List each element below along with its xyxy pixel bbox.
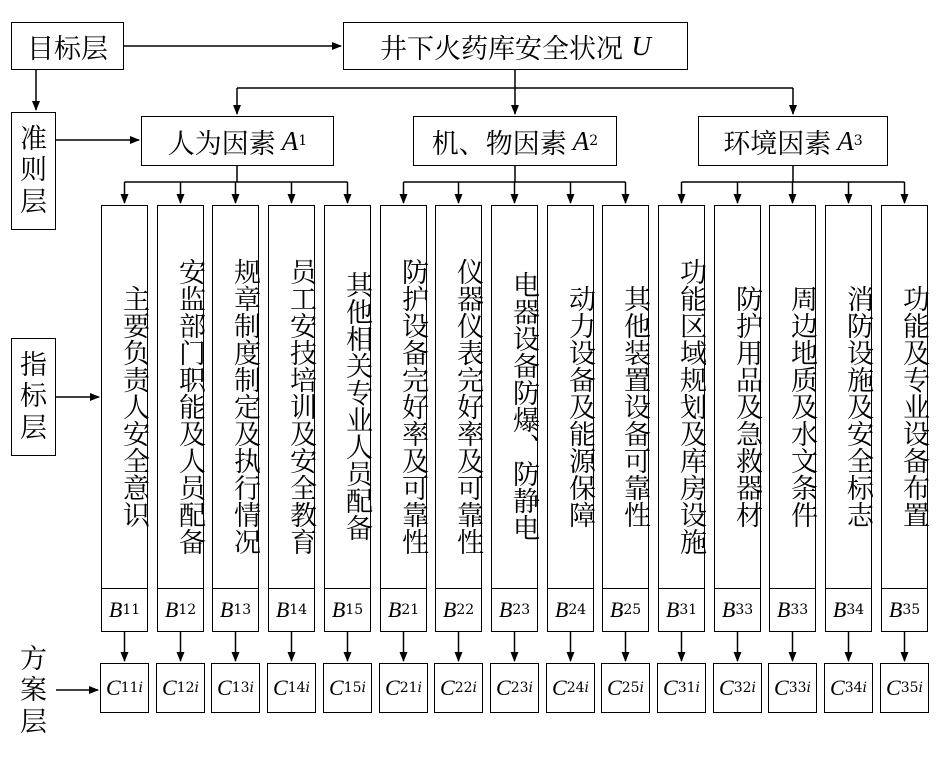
- indicator-code-letter: B: [164, 597, 179, 622]
- indicator-code-34: [825, 588, 872, 632]
- indicator-box-15: [324, 205, 371, 588]
- indicator-code-subscript: 22: [456, 602, 475, 618]
- indicator-code-letter: B: [554, 597, 569, 622]
- scheme-code-subscript: 22i: [454, 680, 477, 696]
- indicator-level-char-1: 指: [20, 350, 47, 382]
- indicator-code-letter: B: [888, 597, 903, 622]
- indicator-text: 功能及专业设备布置: [898, 284, 929, 528]
- scheme-level-label: [11, 632, 56, 750]
- scheme-box-13i: [211, 663, 260, 713]
- criterion-box-2: [413, 116, 617, 166]
- goal-level-label: [11, 22, 124, 70]
- indicator-code-letter: B: [387, 597, 402, 622]
- indicator-text: 主要负责人安全意识: [118, 284, 149, 528]
- indicator-code-subscript: 33: [735, 602, 754, 618]
- indicator-box-11: [101, 205, 148, 588]
- scheme-code-subscript: 33i: [788, 680, 811, 696]
- scheme-box-12i: [156, 663, 205, 713]
- goal-symbol: U: [631, 30, 652, 61]
- criterion-symbol: A: [837, 125, 854, 156]
- scheme-code-letter: C: [106, 675, 121, 700]
- scheme-code-subscript: 24i: [566, 680, 589, 696]
- indicator-box-21: [380, 205, 427, 588]
- indicator-code-letter: B: [832, 597, 847, 622]
- indicator-box-24: [547, 205, 594, 588]
- scheme-code-subscript: 11i: [120, 680, 143, 696]
- indicator-code-subscript: 23: [512, 602, 531, 618]
- criterion-text: 机、物因素: [431, 128, 567, 160]
- scheme-box-34i: [824, 663, 873, 713]
- criteria-level-char-2: 则: [20, 155, 47, 187]
- scheme-code-subscript: 15i: [343, 680, 366, 696]
- indicator-code-12: [157, 588, 204, 632]
- scheme-box-14i: [267, 663, 316, 713]
- indicator-code-23: [491, 588, 538, 632]
- criterion-subscript: 2: [589, 133, 599, 149]
- indicator-code-35: [881, 588, 928, 632]
- criterion-text: 环境因素: [723, 128, 832, 160]
- indicator-code-15: [324, 588, 371, 632]
- scheme-code-letter: C: [774, 675, 789, 700]
- indicator-box-25: [602, 205, 649, 588]
- criterion-box-3: [698, 116, 888, 166]
- indicator-code-13: [212, 588, 259, 632]
- scheme-code-subscript: 25i: [621, 680, 644, 696]
- indicator-text: 防护用品及急救器材: [731, 284, 762, 528]
- scheme-level-char-3: 层: [20, 706, 47, 738]
- scheme-box-31i: [657, 663, 706, 713]
- scheme-code-subscript: 23i: [510, 680, 533, 696]
- indicator-text: 电器设备防爆、防静电: [508, 271, 539, 541]
- indicator-code-11: [101, 588, 148, 632]
- criterion-subscript: 3: [853, 133, 863, 149]
- scheme-level-char-1: 方: [20, 644, 47, 676]
- scheme-code-letter: C: [162, 675, 177, 700]
- indicator-level-label: [11, 338, 56, 456]
- indicator-level-char-3: 层: [20, 412, 47, 444]
- indicator-code-letter: B: [776, 597, 791, 622]
- scheme-level-char-2: 案: [20, 675, 47, 707]
- goal-level-text: 目标层: [27, 33, 108, 65]
- scheme-code-letter: C: [663, 675, 678, 700]
- criterion-text: 人为因素: [167, 128, 276, 160]
- scheme-box-15i: [323, 663, 372, 713]
- indicator-code-33: [769, 588, 816, 632]
- indicator-code-letter: B: [721, 597, 736, 622]
- scheme-code-letter: C: [385, 675, 400, 700]
- indicator-text: 其他相关专业人员配备: [341, 271, 372, 541]
- scheme-code-letter: C: [329, 675, 344, 700]
- scheme-box-23i: [490, 663, 539, 713]
- criterion-symbol: A: [281, 125, 299, 156]
- scheme-code-letter: C: [719, 675, 734, 700]
- indicator-code-letter: B: [442, 597, 457, 622]
- indicator-text: 仪器仪表完好率及可靠性: [452, 257, 483, 555]
- scheme-box-32i: [713, 663, 762, 713]
- indicator-code-subscript: 15: [345, 602, 364, 618]
- indicator-text: 周边地质及水文条件: [786, 284, 817, 528]
- indicator-code-22: [435, 588, 482, 632]
- scheme-box-35i: [880, 663, 929, 713]
- scheme-box-24i: [546, 663, 595, 713]
- scheme-code-letter: C: [440, 675, 455, 700]
- indicator-code-letter: B: [665, 597, 680, 622]
- indicator-code-subscript: 12: [178, 602, 197, 618]
- scheme-code-letter: C: [886, 675, 901, 700]
- indicator-box-35: [881, 205, 928, 588]
- indicator-box-31: [658, 205, 705, 588]
- scheme-code-subscript: 14i: [287, 680, 310, 696]
- indicator-box-33: [769, 205, 816, 588]
- indicator-code-subscript: 21: [401, 602, 420, 618]
- criteria-level-label: [11, 112, 56, 230]
- criteria-level-char-3: 层: [20, 186, 47, 218]
- goal-text: 井下火药库安全状况: [379, 33, 623, 65]
- indicator-box-22: [435, 205, 482, 588]
- scheme-box-33i: [768, 663, 817, 713]
- indicator-code-letter: B: [108, 597, 123, 622]
- scheme-code-subscript: 21i: [399, 680, 422, 696]
- indicator-code-subscript: 34: [846, 602, 865, 618]
- indicator-text: 动力设备及能源保障: [564, 284, 595, 528]
- scheme-code-letter: C: [552, 675, 567, 700]
- indicator-code-subscript: 33: [790, 602, 809, 618]
- scheme-code-letter: C: [607, 675, 622, 700]
- scheme-code-subscript: 32i: [733, 680, 756, 696]
- indicator-text: 员工安技培训及安全教育: [285, 257, 316, 555]
- scheme-code-subscript: 12i: [176, 680, 199, 696]
- indicator-box-14: [268, 205, 315, 588]
- indicator-code-24: [547, 588, 594, 632]
- indicator-code-21: [380, 588, 427, 632]
- scheme-box-21i: [379, 663, 428, 713]
- scheme-code-subscript: 35i: [900, 680, 923, 696]
- scheme-code-letter: C: [496, 675, 511, 700]
- scheme-code-subscript: 34i: [844, 680, 867, 696]
- criterion-symbol: A: [572, 125, 590, 156]
- indicator-code-subscript: 31: [679, 602, 698, 618]
- indicator-text: 功能区域规划及库房设施: [675, 257, 706, 555]
- scheme-code-letter: C: [273, 675, 288, 700]
- scheme-code-subscript: 13i: [231, 680, 254, 696]
- indicator-code-subscript: 25: [623, 602, 642, 618]
- indicator-code-letter: B: [275, 597, 290, 622]
- indicator-box-13: [212, 205, 259, 588]
- indicator-box-33: [714, 205, 761, 588]
- scheme-code-subscript: 31i: [677, 680, 700, 696]
- criteria-level-char-1: 准: [20, 124, 47, 156]
- indicator-box-23: [491, 205, 538, 588]
- indicator-code-subscript: 24: [568, 602, 587, 618]
- scheme-box-11i: [100, 663, 149, 713]
- indicator-text: 规章制度制定及执行情况: [229, 257, 260, 555]
- indicator-text: 安监部门职能及人员配备: [174, 257, 205, 555]
- scheme-box-25i: [601, 663, 650, 713]
- indicator-code-31: [658, 588, 705, 632]
- scheme-code-letter: C: [217, 675, 232, 700]
- indicator-code-subscript: 35: [902, 602, 921, 618]
- indicator-text: 消防设施及安全标志: [842, 284, 873, 528]
- indicator-box-12: [157, 205, 204, 588]
- indicator-code-14: [268, 588, 315, 632]
- indicator-box-34: [825, 205, 872, 588]
- indicator-code-subscript: 13: [233, 602, 252, 618]
- scheme-code-letter: C: [830, 675, 845, 700]
- indicator-code-subscript: 14: [289, 602, 308, 618]
- indicator-code-33: [714, 588, 761, 632]
- indicator-code-25: [602, 588, 649, 632]
- indicator-code-letter: B: [219, 597, 234, 622]
- indicator-text: 防护设备完好率及可靠性: [397, 257, 428, 555]
- indicator-code-letter: B: [609, 597, 624, 622]
- indicator-code-subscript: 11: [122, 602, 141, 618]
- criterion-subscript: 1: [298, 133, 308, 149]
- goal-box: [343, 22, 688, 70]
- indicator-code-letter: B: [331, 597, 346, 622]
- criterion-box-1: [141, 116, 334, 166]
- scheme-box-22i: [434, 663, 483, 713]
- indicator-code-letter: B: [498, 597, 513, 622]
- indicator-text: 其他装置设备可靠性: [619, 284, 650, 528]
- indicator-level-char-2: 标: [20, 381, 47, 413]
